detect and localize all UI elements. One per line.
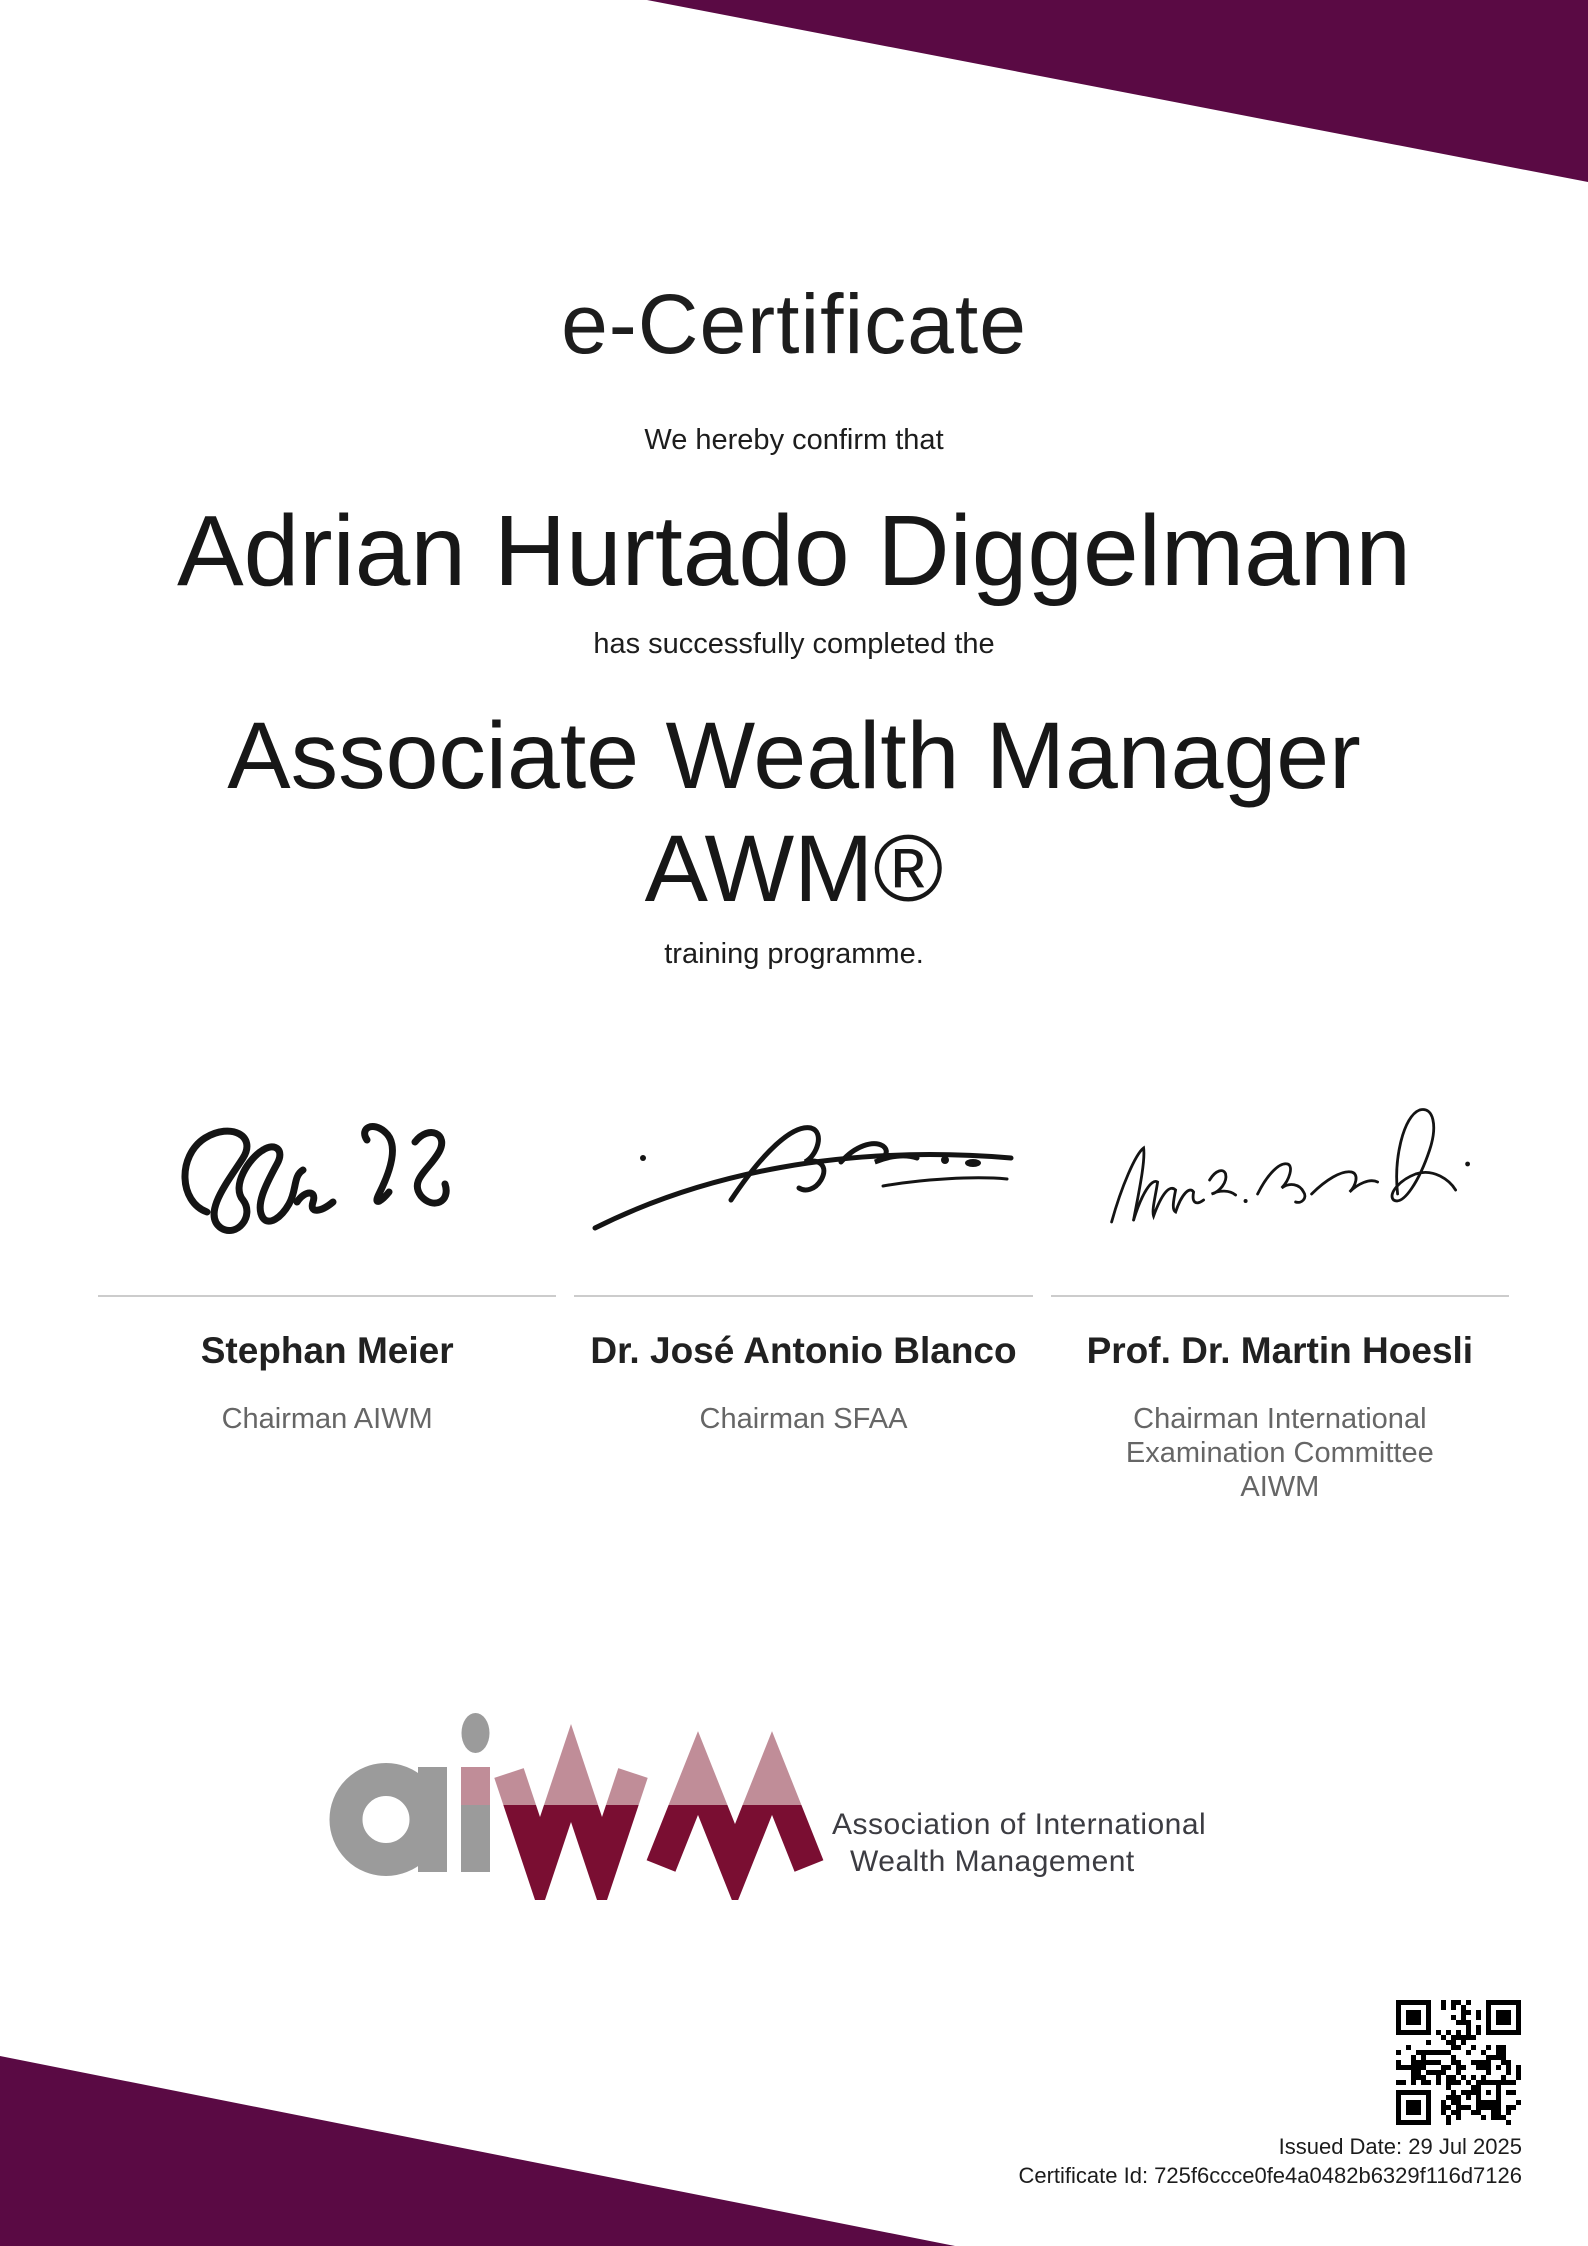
signatory-role: Chairman SFAA (699, 1403, 908, 1435)
programme-title (0, 700, 1588, 926)
signatory-name: Prof. Dr. Martin Hoesli (1086, 1330, 1474, 1371)
aiwm-tagline-line2: Wealth Management (850, 1845, 1135, 1878)
certificate-title: e-Certificate (561, 277, 1027, 371)
issued-date: Issued Date: 29 Jul 2025 (1278, 2134, 1522, 2159)
signatory-name: Dr. José Antonio Blanco (590, 1330, 1017, 1371)
programme-mark: AWM® (644, 816, 944, 922)
signature-area-3 (1051, 1090, 1509, 1297)
completed-line: has successfully completed the (593, 628, 995, 660)
logo-letter-w (509, 1773, 633, 1866)
programme-suffix: training programme. (664, 938, 924, 970)
logo-letter-i-dot (462, 1713, 490, 1753)
signature-martin-hoesli-image (1097, 1098, 1477, 1248)
signatory-name: Stephan Meier (200, 1330, 454, 1371)
signatory-role: Chairman International Examination Committee AIWM (1125, 1403, 1434, 1503)
aiwm-logo-graphic (328, 1700, 838, 1900)
signature-jose-antonio-blanco-image (583, 1100, 1023, 1240)
signature-stephan-meier-image (171, 1106, 471, 1266)
aiwm-logo (328, 1700, 838, 1905)
signature-area-2 (574, 1090, 1032, 1297)
signatory-column-1 (98, 1090, 556, 1504)
footer-meta (1018, 2132, 1522, 2190)
logo-letter-i-stem (461, 1767, 490, 1872)
logo-letter-m (661, 1773, 809, 1866)
top-right-corner-accent (647, 0, 1588, 182)
logo-letter-a-stem (418, 1767, 447, 1872)
aiwm-tagline-line1: Association of International (832, 1808, 1207, 1841)
recipient-name: Adrian Hurtado Diggelmann (176, 495, 1412, 607)
certificate-id: Certificate Id: 725f6ccce0fe4a0482b6329f116d7126 (1018, 2163, 1522, 2188)
signature-area-1 (98, 1090, 556, 1297)
bottom-left-corner-accent (0, 2056, 955, 2246)
signatories-row (98, 1090, 1509, 1504)
logo-letter-a-bowl (346, 1780, 426, 1860)
signatory-column-3 (1051, 1090, 1509, 1504)
programme-name: Associate Wealth Manager (227, 703, 1361, 809)
confirm-line: We hereby confirm that (644, 424, 944, 456)
signatory-column-2 (574, 1090, 1032, 1504)
signatory-role: Chairman AIWM (221, 1403, 433, 1435)
aiwm-tagline (832, 1806, 1206, 1880)
verification-qr-code (1396, 2000, 1521, 2125)
